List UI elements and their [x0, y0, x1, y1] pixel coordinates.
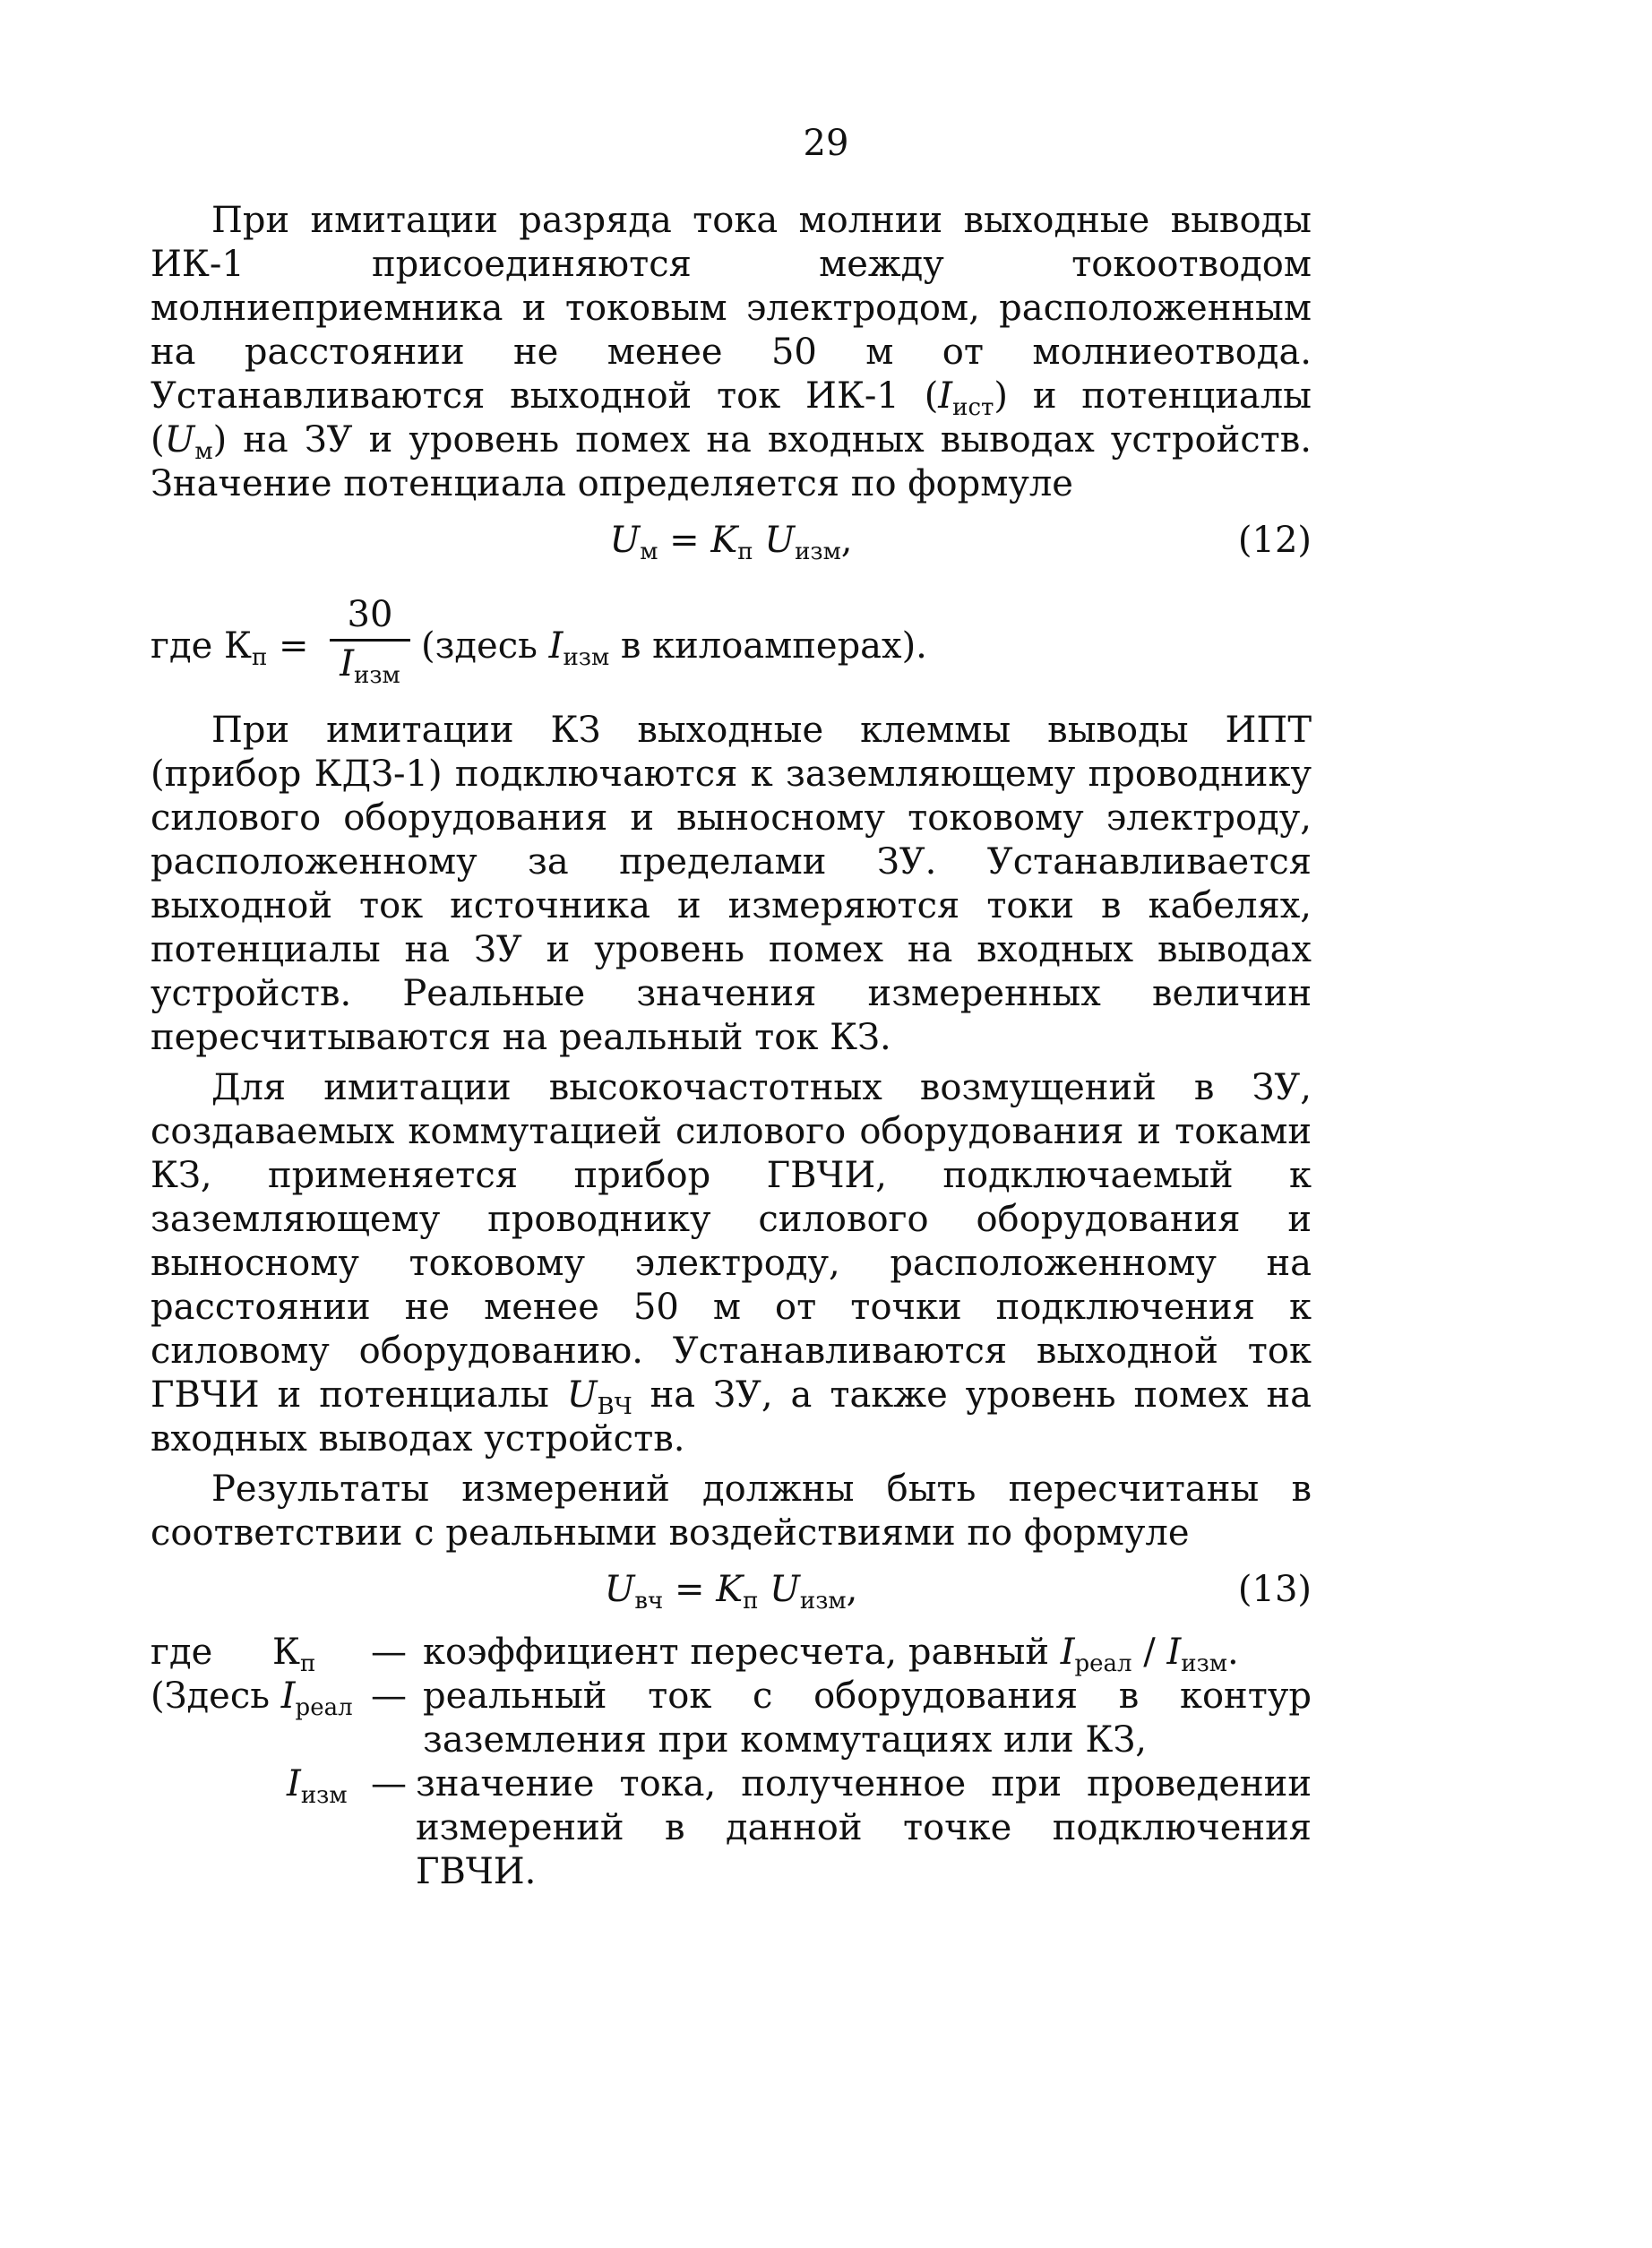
paragraph-results: Результаты измерений должны быть пересчитаны в соответствии с реальными воздействиями по формуле — [151, 1469, 1312, 1554]
paragraph-short-circuit: При имитации КЗ выходные клеммы выводы ИПТ (прибор КДЗ-1) подключаются к заземляющему проводнику силового оборудования и выносному токовому электроду, расположенному за пределами ЗУ. Устанавливается выходной ток источника и измеряются токи в кабелях, потенциалы на ЗУ и уровень помех на входных выводах устройств. Реальные значения измеренных величин пересчитываются на реальный ток КЗ. — [151, 710, 1312, 1058]
definition-symbol — [287, 1762, 348, 1809]
formula-symbol: K — [716, 1569, 744, 1610]
symbol-text: I — [287, 1763, 301, 1804]
formula-symbol: U — [758, 1569, 800, 1610]
symbol-subscript: изм — [300, 1782, 348, 1809]
formula-symbol: K — [710, 520, 738, 561]
where-label — [151, 624, 309, 671]
definition-dash: — — [371, 1763, 407, 1804]
formula-equals: = — [658, 520, 711, 561]
fraction-denominator — [330, 643, 410, 689]
page-number: 29 — [803, 123, 849, 164]
formula-expression — [151, 519, 1312, 563]
desc-symbol: I — [1060, 1632, 1075, 1673]
definition-row — [151, 1631, 1312, 1675]
desc-subscript: реал — [1074, 1650, 1132, 1677]
formula-symbol: U — [604, 1569, 635, 1610]
paragraph-text: При имитации разряда тока молнии выходные выводы ИК-1 присоединяются между токоотводом молниеприемника и токовым электродом, расположенным на расстоянии не менее 50 м от молниеотвода. Устанавливаются выходной ток ИК-1 ( — [151, 200, 1312, 417]
definition-description — [423, 1631, 1312, 1675]
definition-symbol — [272, 1631, 315, 1675]
desc-text: . — [1227, 1632, 1239, 1673]
term-text: (Здесь — [151, 1675, 281, 1717]
definition-term: где — [151, 1632, 213, 1673]
subscript-hf: ВЧ — [597, 1393, 632, 1420]
note-text: (здесь — [421, 625, 549, 667]
formula-symbol: U — [753, 520, 796, 561]
note-symbol: I — [548, 625, 564, 667]
definition-description: значение тока, полученное при проведении измерений в данной точке подключения ГВЧИ. — [416, 1763, 1312, 1892]
formula-subscript: п — [743, 1588, 759, 1615]
where-equals: = — [267, 625, 309, 667]
symbol-voltage: U — [164, 419, 195, 461]
paragraph-text: ) на ЗУ и уровень помех на входных выводах устройств. Значение потенциала определяется по формуле — [151, 419, 1312, 504]
where-text: где К — [151, 625, 252, 667]
denominator-subscript: изм — [354, 662, 400, 689]
desc-text: / — [1131, 1632, 1167, 1673]
formula-equals: = — [663, 1569, 717, 1610]
subscript-m: м — [194, 438, 213, 465]
formula-subscript: изм — [795, 538, 841, 565]
paragraph-text: ) и потенциалы ( — [151, 375, 1312, 461]
fraction-numerator: 30 — [347, 594, 393, 635]
subscript-source: ист — [952, 394, 994, 421]
symbol-subscript: п — [299, 1650, 316, 1677]
paragraph-text: на ЗУ, а также уровень помех на входных выводах устройств. — [151, 1374, 1312, 1460]
symbol-current: I — [938, 375, 953, 417]
formula-comma: , — [846, 1569, 858, 1610]
definition-row — [151, 1762, 1312, 1894]
desc-subscript: изм — [1181, 1650, 1228, 1677]
formula-subscript: п — [737, 538, 753, 565]
formula-number: (13) — [1237, 1569, 1312, 1610]
desc-text: коэффициент пересчета, равный — [423, 1632, 1061, 1673]
desc-symbol: I — [1166, 1632, 1182, 1673]
term-subscript: реал — [295, 1694, 353, 1721]
formula-comma: , — [840, 520, 853, 561]
paragraph-text: Для имитации высокочастотных возмущений в ЗУ, создаваемых коммутацией силового оборудования и токами КЗ, применяется прибор ГВЧИ, подключаемый к заземляющему проводнику силового оборудования и выносному токовому электроду, расположенному на расстоянии не менее 50 м от точки подключения к силовому оборудованию. Устанавливаются выходной ток ГВЧИ и потенциалы — [151, 1067, 1312, 1416]
definitions-list — [151, 1631, 1312, 1894]
definition-description: реальный ток с оборудования в контур заземления при коммутациях или КЗ, — [423, 1675, 1312, 1761]
document-body — [151, 199, 1312, 1894]
formula-13 — [151, 1563, 1312, 1625]
formula-12-explanation — [151, 594, 1312, 702]
formula-symbol: U — [609, 520, 641, 561]
definition-dash: — — [371, 1632, 407, 1673]
paragraph-lightning-simulation — [151, 199, 1312, 506]
term-symbol: I — [280, 1675, 296, 1717]
fraction — [330, 594, 410, 689]
symbol-text: К — [272, 1632, 300, 1673]
formula-12 — [151, 513, 1312, 576]
denominator-symbol: I — [340, 643, 355, 685]
definition-row — [151, 1675, 1312, 1762]
fraction-bar — [330, 639, 410, 642]
note-subscript: изм — [563, 644, 610, 671]
formula-expression — [151, 1568, 1312, 1615]
definition-term — [151, 1675, 353, 1721]
where-subscript: п — [251, 644, 268, 671]
definition-dash: — — [371, 1675, 407, 1717]
paragraph-high-frequency — [151, 1066, 1312, 1461]
symbol-voltage: U — [566, 1374, 598, 1416]
formula-subscript: изм — [799, 1588, 847, 1615]
note-text: в килоамперах). — [609, 625, 927, 667]
where-note — [421, 624, 927, 671]
formula-number: (12) — [1237, 520, 1312, 561]
formula-subscript: м — [640, 538, 658, 565]
formula-subscript: вч — [634, 1588, 664, 1615]
